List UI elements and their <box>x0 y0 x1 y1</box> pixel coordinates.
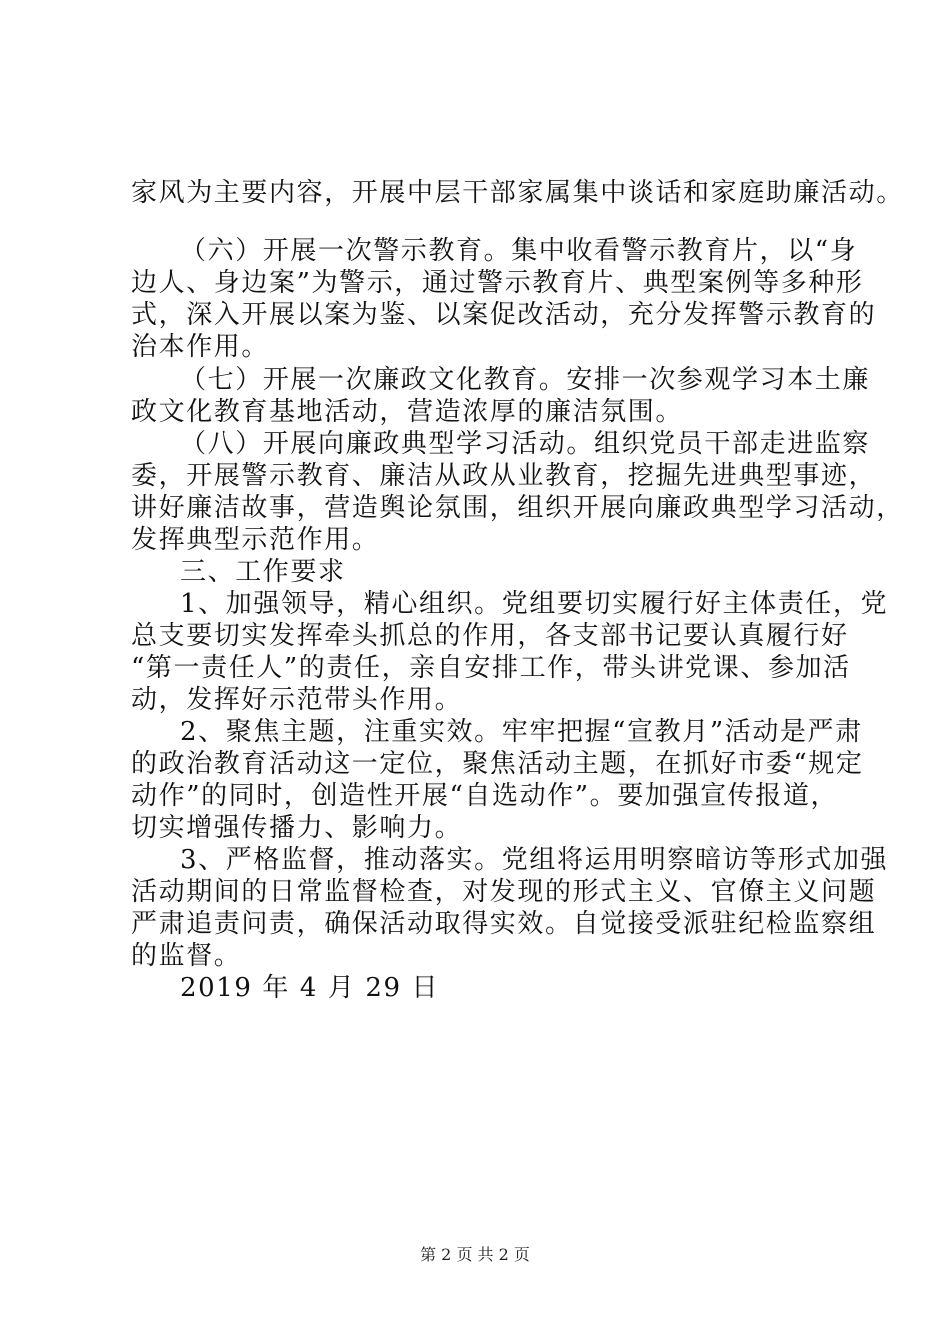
paragraph-line: 边人、身边案”为警示，通过警示教育片、典型案例等多种形 <box>131 268 864 298</box>
paragraph-line: （八）开展向廉政典型学习活动。组织党员干部走进监察 <box>180 429 871 459</box>
paragraph-line: （七）开展一次廉政文化教育。安排一次参观学习本土廉 <box>180 365 871 395</box>
paragraph-line: 切实增强传播力、影响力。 <box>131 813 463 843</box>
paragraph-line: 家风为主要内容，开展中层干部家属集中谈话和家庭助廉活动。 <box>131 178 904 208</box>
paragraph-line: 政文化教育基地活动，营造浓厚的廉洁氛围。 <box>131 397 684 427</box>
page-number-footer: 第 2 页 共 2 页 <box>420 1245 530 1264</box>
paragraph-line: 3、严格监督，推动落实。党组将运用明察暗访等形式加强 <box>180 845 889 875</box>
paragraph-line: 2、聚焦主题，注重实效。牢牢把握“宣教月”活动是严肃 <box>180 717 863 747</box>
paragraph-line: 严肃追责问责，确保活动取得实效。自觉接受派驻纪检监察组 <box>131 909 877 939</box>
paragraph-line: 动作”的同时，创造性开展“自选动作”。要加强宣传报道， <box>131 781 839 811</box>
paragraph-line: “第一责任人”的责任，亲自安排工作，带头讲党课、参加活 <box>131 653 851 683</box>
paragraph-line: 1、加强领导，精心组织。党组要切实履行好主体责任，党 <box>180 589 889 619</box>
paragraph-line: 发挥典型示范作用。 <box>131 525 380 555</box>
paragraph-line: （六）开展一次警示教育。集中收看警示教育片，以“身 <box>180 236 858 266</box>
paragraph-line: 治本作用。 <box>131 332 270 362</box>
paragraph-line: 的政治教育活动这一定位，聚焦活动主题，在抓好市委“规定 <box>131 749 864 779</box>
paragraph-line: 的监督。 <box>131 941 242 971</box>
paragraph-line: 式，深入开展以案为鉴、以案促改活动，充分发挥警示教育的 <box>131 300 877 330</box>
section-heading: 三、工作要求 <box>180 557 346 587</box>
paragraph-line: 活动期间的日常监督检查，对发现的形式主义、官僚主义问题 <box>131 877 877 907</box>
paragraph-line: 总支要切实发挥牵头抓总的作用，各支部书记要认真履行好 <box>131 621 849 651</box>
paragraph-line: 委，开展警示教育、廉洁从政从业教育，挖掘先进典型事迹， <box>131 461 877 491</box>
paragraph-line: 讲好廉洁故事，营造舆论氛围，组织开展向廉政典型学习活动， <box>131 493 904 523</box>
paragraph-line: 动，发挥好示范带头作用。 <box>131 685 463 715</box>
document-date: 2019 年 4 月 29 日 <box>180 973 440 1003</box>
